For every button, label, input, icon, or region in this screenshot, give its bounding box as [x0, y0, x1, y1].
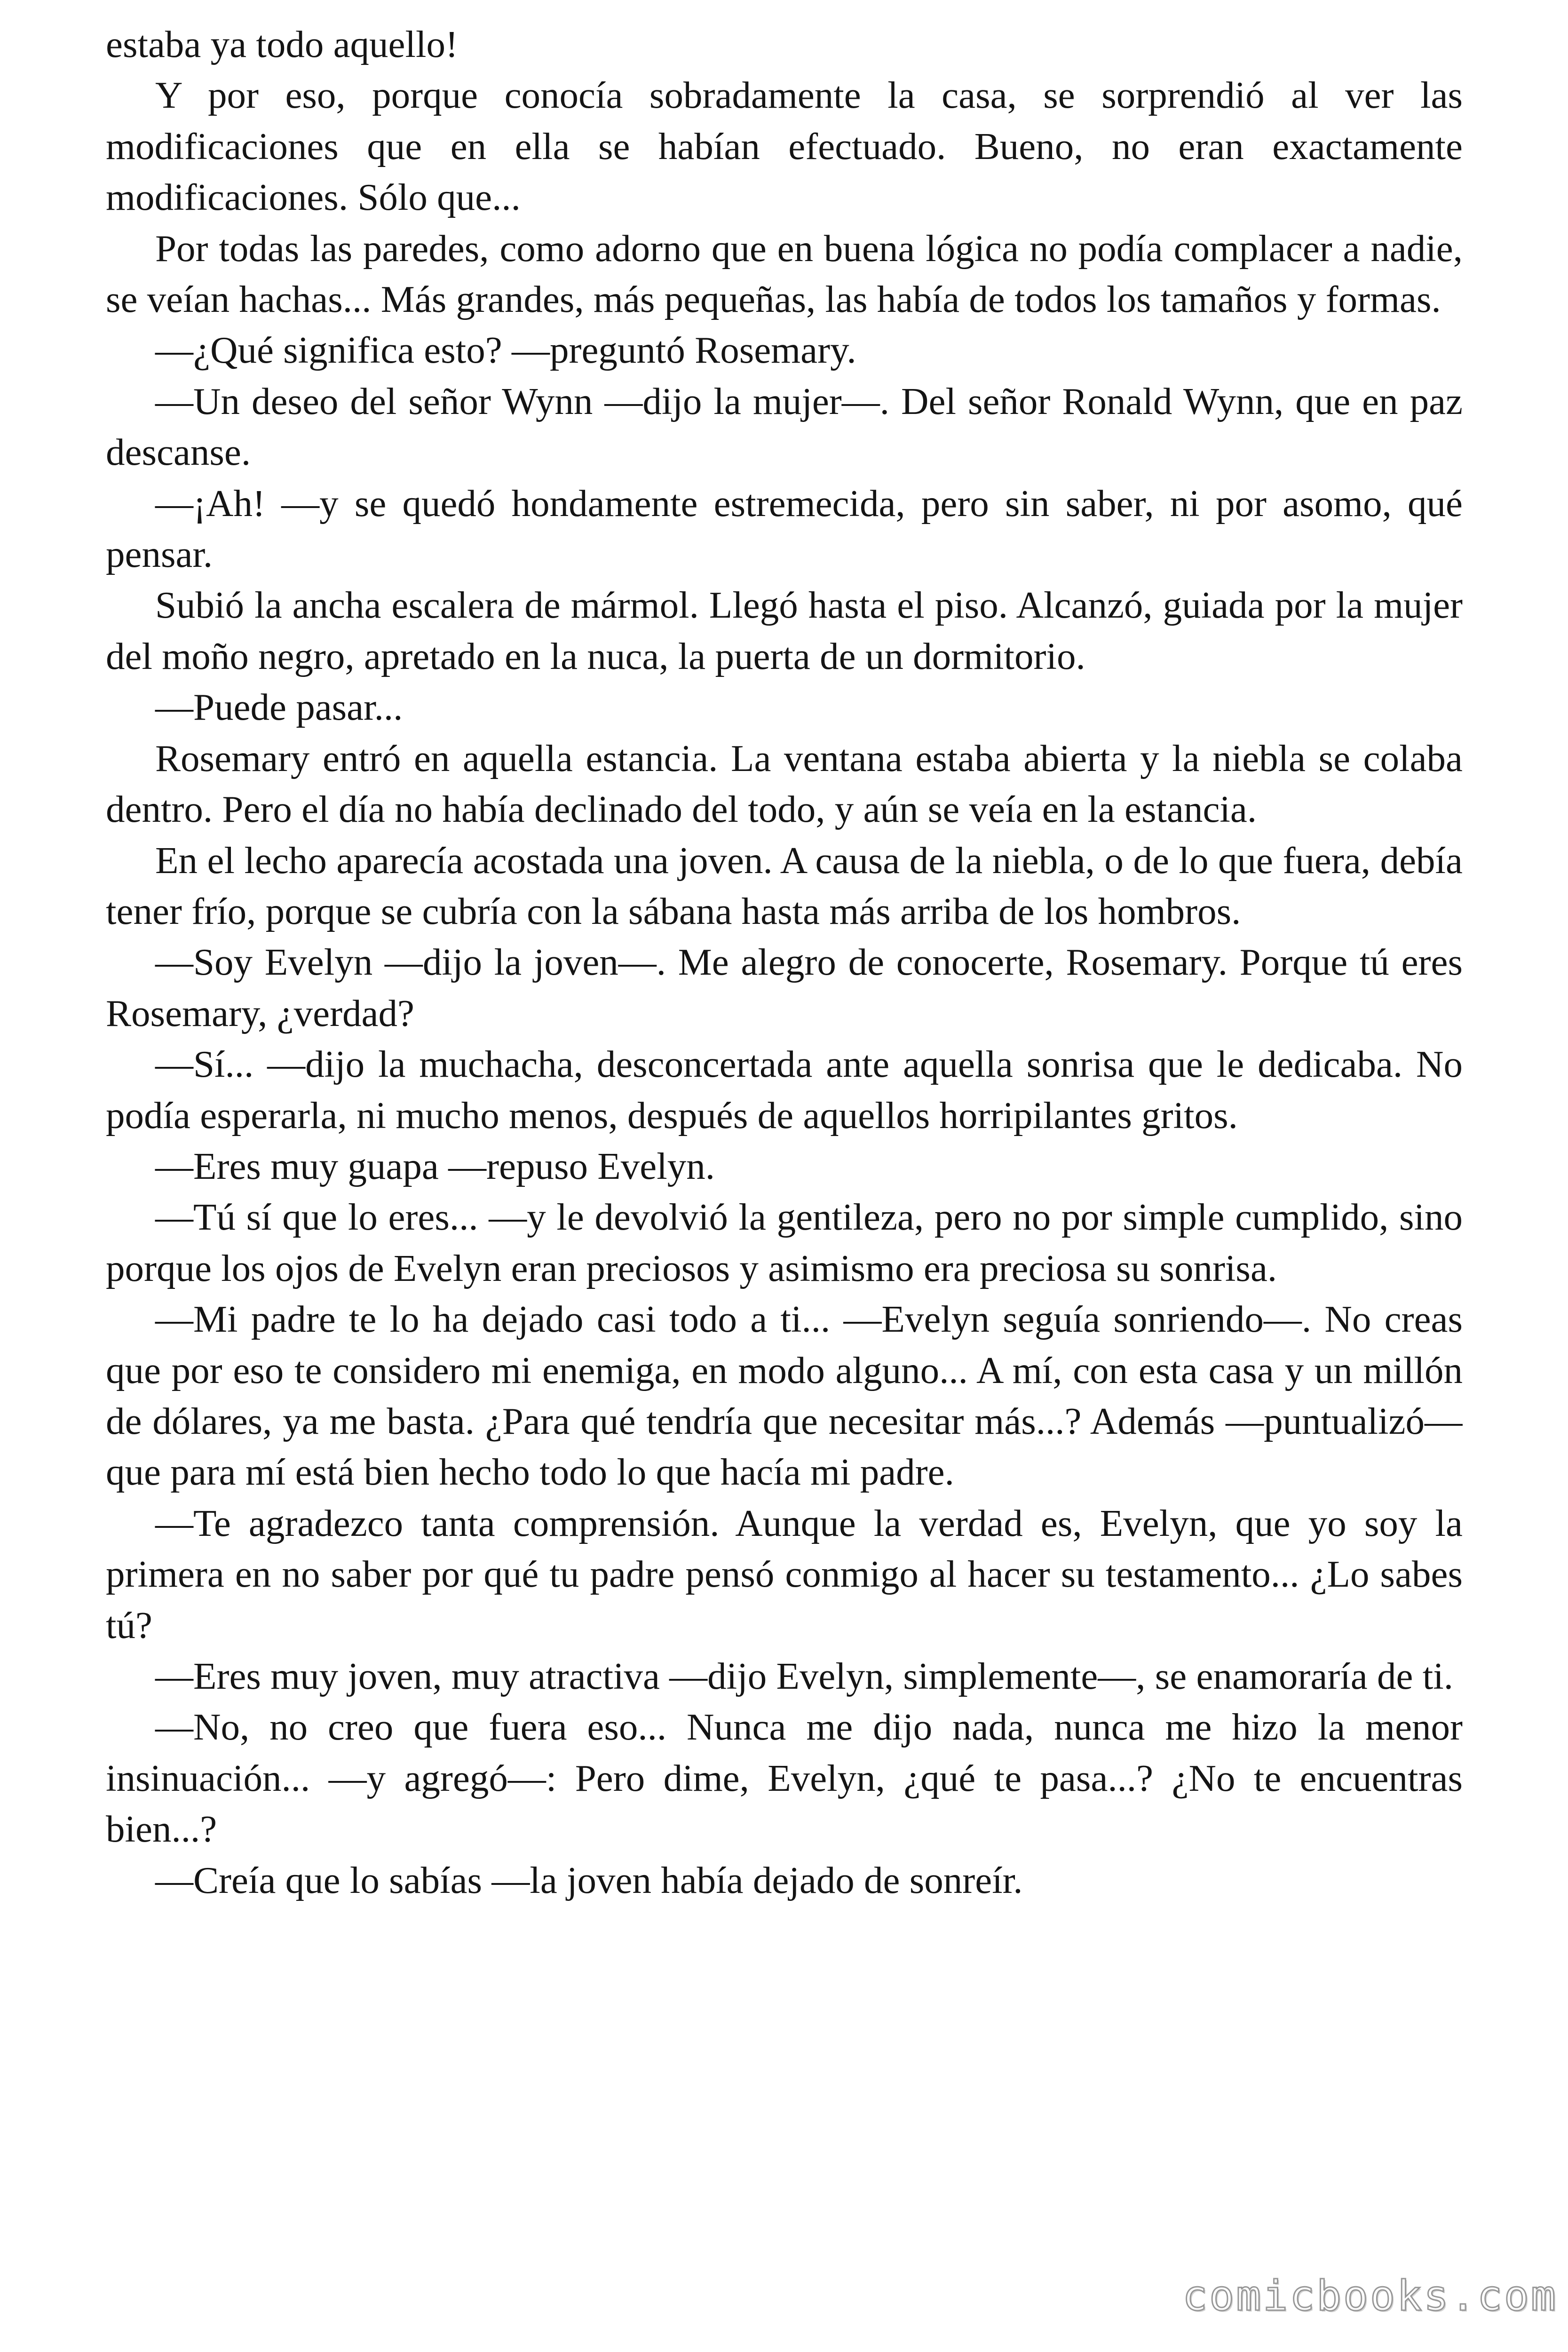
paragraph: —Sí... —dijo la muchacha, desconcertada ante aquella sonrisa que le dedicaba. No podía esperarla, ni mucho menos, después de aquellos horripilantes gritos. — [106, 1043, 1463, 1136]
paragraph: Por todas las paredes, como adorno que en buena lógica no podía complacer a nadie, se veían hachas... Más grandes, más pequeñas, las había de todos los tamaños y formas. — [106, 227, 1463, 321]
paragraph: —Eres muy guapa —repuso Evelyn. — [155, 1144, 715, 1187]
paragraph: estaba ya todo aquello! — [106, 23, 458, 65]
paragraph: —Tú sí que lo eres... —y le devolvió la gentileza, pero no por simple cumplido, sino porque los ojos de Evelyn eran preciosos y asimismo era preciosa su sonrisa. — [106, 1196, 1463, 1289]
paragraph: —Un deseo del señor Wynn —dijo la mujer—. Del señor Ronald Wynn, que en paz descanse. — [106, 380, 1463, 474]
paragraph: —Puede pasar... — [155, 686, 403, 729]
paragraph: —Eres muy joven, muy atractiva —dijo Evelyn, simplemente—, se enamoraría de ti. — [155, 1655, 1453, 1697]
watermark: comicbooks.com — [1182, 2272, 1558, 2320]
paragraph: —Soy Evelyn —dijo la joven—. Me alegro de conocerte, Rosemary. Porque tú eres Rosemary, ¿verdad? — [106, 941, 1463, 1034]
paragraph: Y por eso, porque conocía sobradamente la casa, se sorprendió al ver las modificaciones que en ella se habían efectuado. Bueno, no eran exactamente modificaciones. Sólo que... — [106, 74, 1463, 219]
paragraph: —No, no creo que fuera eso... Nunca me dijo nada, nunca me hizo la menor insinuación... —y agregó—: Pero dime, Evelyn, ¿qué te pasa...? ¿No te encuentras bien...? — [106, 1706, 1463, 1851]
paragraph: Rosemary entró en aquella estancia. La ventana estaba abierta y la niebla se colaba dentro. Pero el día no había declinado del todo, y aún se veía en la estancia. — [106, 737, 1463, 831]
paragraph: —¿Qué significa esto? —preguntó Rosemary. — [155, 329, 856, 372]
paragraph: —Te agradezco tanta comprensión. Aunque la verdad es, Evelyn, que yo soy la primera en no saber por qué tu padre pensó conmigo al hacer su testamento... ¿Lo sabes tú? — [106, 1502, 1463, 1646]
book-page — [106, 19, 1463, 2277]
paragraph: En el lecho aparecía acostada una joven. A causa de la niebla, o de lo que fuera, debía tener frío, porque se cubría con la sábana hasta más arriba de los hombros. — [106, 839, 1463, 932]
paragraph: —Creía que lo sabías —la joven había dejado de sonreír. — [155, 1859, 1023, 1901]
paragraph: Subió la ancha escalera de mármol. Llegó hasta el piso. Alcanzó, guiada por la mujer del moño negro, apretado en la nuca, la puerta de un dormitorio. — [106, 584, 1463, 677]
paragraph: —¡Ah! —y se quedó hondamente estremecida, pero sin saber, ni por asomo, qué pensar. — [106, 482, 1463, 576]
paragraph: —Mi padre te lo ha dejado casi todo a ti... —Evelyn seguía sonriendo—. No creas que por eso te considero mi enemiga, en modo alguno... A mí, con esta casa y un millón de dólares, ya me basta. ¿Para qué tendría que necesitar más...? Además —puntualizó— que para mí está bien hecho todo lo que hacía mi padre. — [106, 1298, 1463, 1494]
